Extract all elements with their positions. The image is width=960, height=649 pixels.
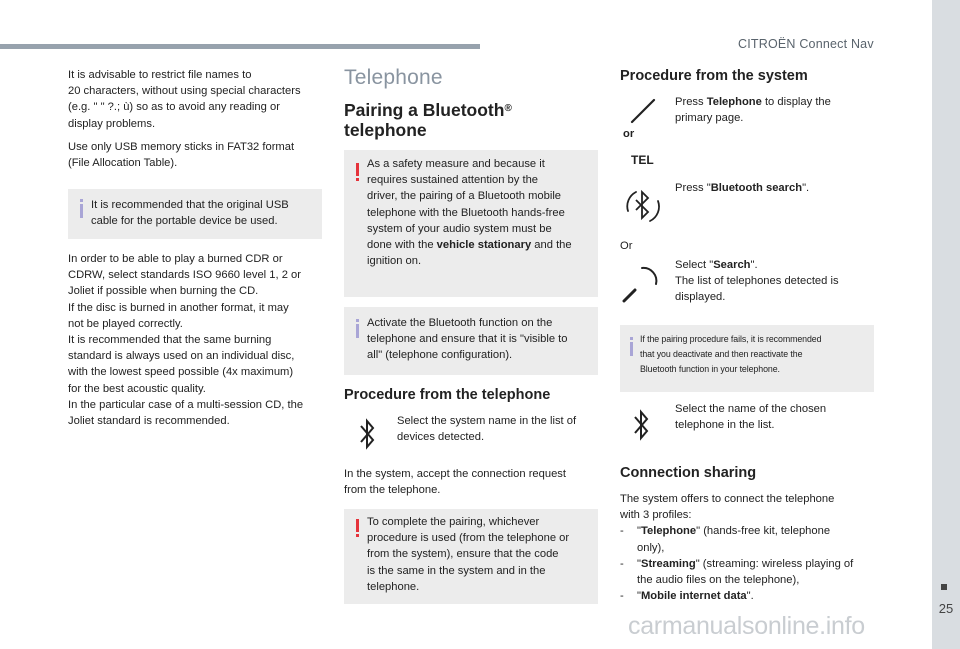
paragraph-usb-format: Use only USB memory sticks in FAT32 format (File Allocation Table).: [68, 140, 295, 170]
search-magnifier-icon: [620, 262, 664, 306]
header-title: CITROËN Connect Nav: [738, 37, 874, 51]
profile-item-mobile-data: - "Mobile internet data".: [620, 590, 754, 603]
select-search-text: Select "Search". The list of telephones detected is displayed.: [675, 259, 839, 304]
bluetooth-icon: [632, 408, 650, 442]
info-icon: [630, 337, 633, 357]
watermark: carmanualsonline.info: [628, 612, 865, 640]
side-strip: [932, 0, 960, 649]
warning-note-safety: As a safety measure and because it requires sustained attention by the driver, the pairing of a Bluetooth mobile telephone with the Bluetooth hands-free system of your audio system must be done with the vehicle stationary and the ignition on.: [344, 150, 598, 297]
bluetooth-icon: [358, 417, 376, 451]
warning-icon: [356, 163, 359, 181]
press-bluetooth-search-text: Press "Bluetooth search".: [675, 182, 810, 194]
profile-item-telephone: - "Telephone" (hands-free kit, telephone only),: [620, 525, 831, 554]
info-icon: [356, 319, 359, 339]
or-label-2: Or: [620, 240, 633, 252]
connection-sharing-text: The system offers to connect the telephone with 3 profiles: - "Telephone" (hands-free kit, telephone only), - "Streaming" (streaming: wireless playing of the audio files on the telephone), - "Mobile internet data".: [620, 491, 882, 604]
tel-button-label: TEL: [631, 153, 654, 167]
header-rule: [0, 44, 480, 49]
column-1: [68, 67, 328, 171]
page-number: 25: [938, 601, 954, 616]
subsection-title: Pairing a Bluetooth® telephone: [344, 100, 512, 140]
bluetooth-step-text: Select the system name in the list of devices detected.: [397, 415, 577, 444]
or-label: or: [623, 128, 635, 140]
warning-note-code: To complete the pairing, whichever procedure is used (from the telephone or from the system), ensure that the code is the same in the system and in the telephone.: [344, 509, 598, 604]
press-telephone-text: Press Telephone to display the primary page.: [675, 96, 831, 125]
connection-sharing-title: Connection sharing: [620, 465, 757, 481]
section-title: Telephone: [344, 66, 443, 89]
info-icon: [80, 199, 83, 219]
bluetooth-search-icon: [620, 183, 664, 227]
warning-icon: [356, 519, 359, 537]
phone-handset-icon: [628, 96, 658, 126]
info-note-pairing-fails: If the pairing procedure fails, it is recommended that you deactivate and then reactivate the Bluetooth function in your telephone.: [620, 325, 874, 392]
paragraph-filenames: It is advisable to restrict file names to 20 characters, without using special characters (e.g. " " ?.; ù) so as to avoid any reading or display problems.: [68, 69, 301, 130]
profile-item-streaming: - "Streaming" (streaming: wireless playing of the audio files on the telephone),: [620, 557, 854, 587]
select-chosen-telephone-text: Select the name of the chosen telephone in the list.: [675, 403, 827, 432]
info-note-usb-cable: It is recommended that the original USB cable for the portable device be used.: [68, 189, 322, 239]
info-note-activate-bluetooth: Activate the Bluetooth function on the telephone and ensure that it is "visible to all" (telephone configuration).: [344, 307, 598, 375]
paragraph-accept-request: In the system, accept the connection request from the telephone.: [344, 468, 567, 497]
continue-marker: [941, 584, 947, 590]
paragraph-cd-standards: In order to be able to play a burned CDR or CDRW, select standards ISO 9660 level 1, 2 or Joliet if possible when burning the CD. If the disc is burned in another format, it may not be played correctly. It is recommended that the same burning standard is always used on an individual disc, with the lowest speed possible (4x maximum) for the best acoustic quality. In the particular case of a multi-session CD, the Joliet standard is recommended.: [68, 253, 304, 428]
procedure-telephone-title: Procedure from the telephone: [344, 387, 551, 403]
procedure-system-title: Procedure from the system: [620, 68, 808, 84]
